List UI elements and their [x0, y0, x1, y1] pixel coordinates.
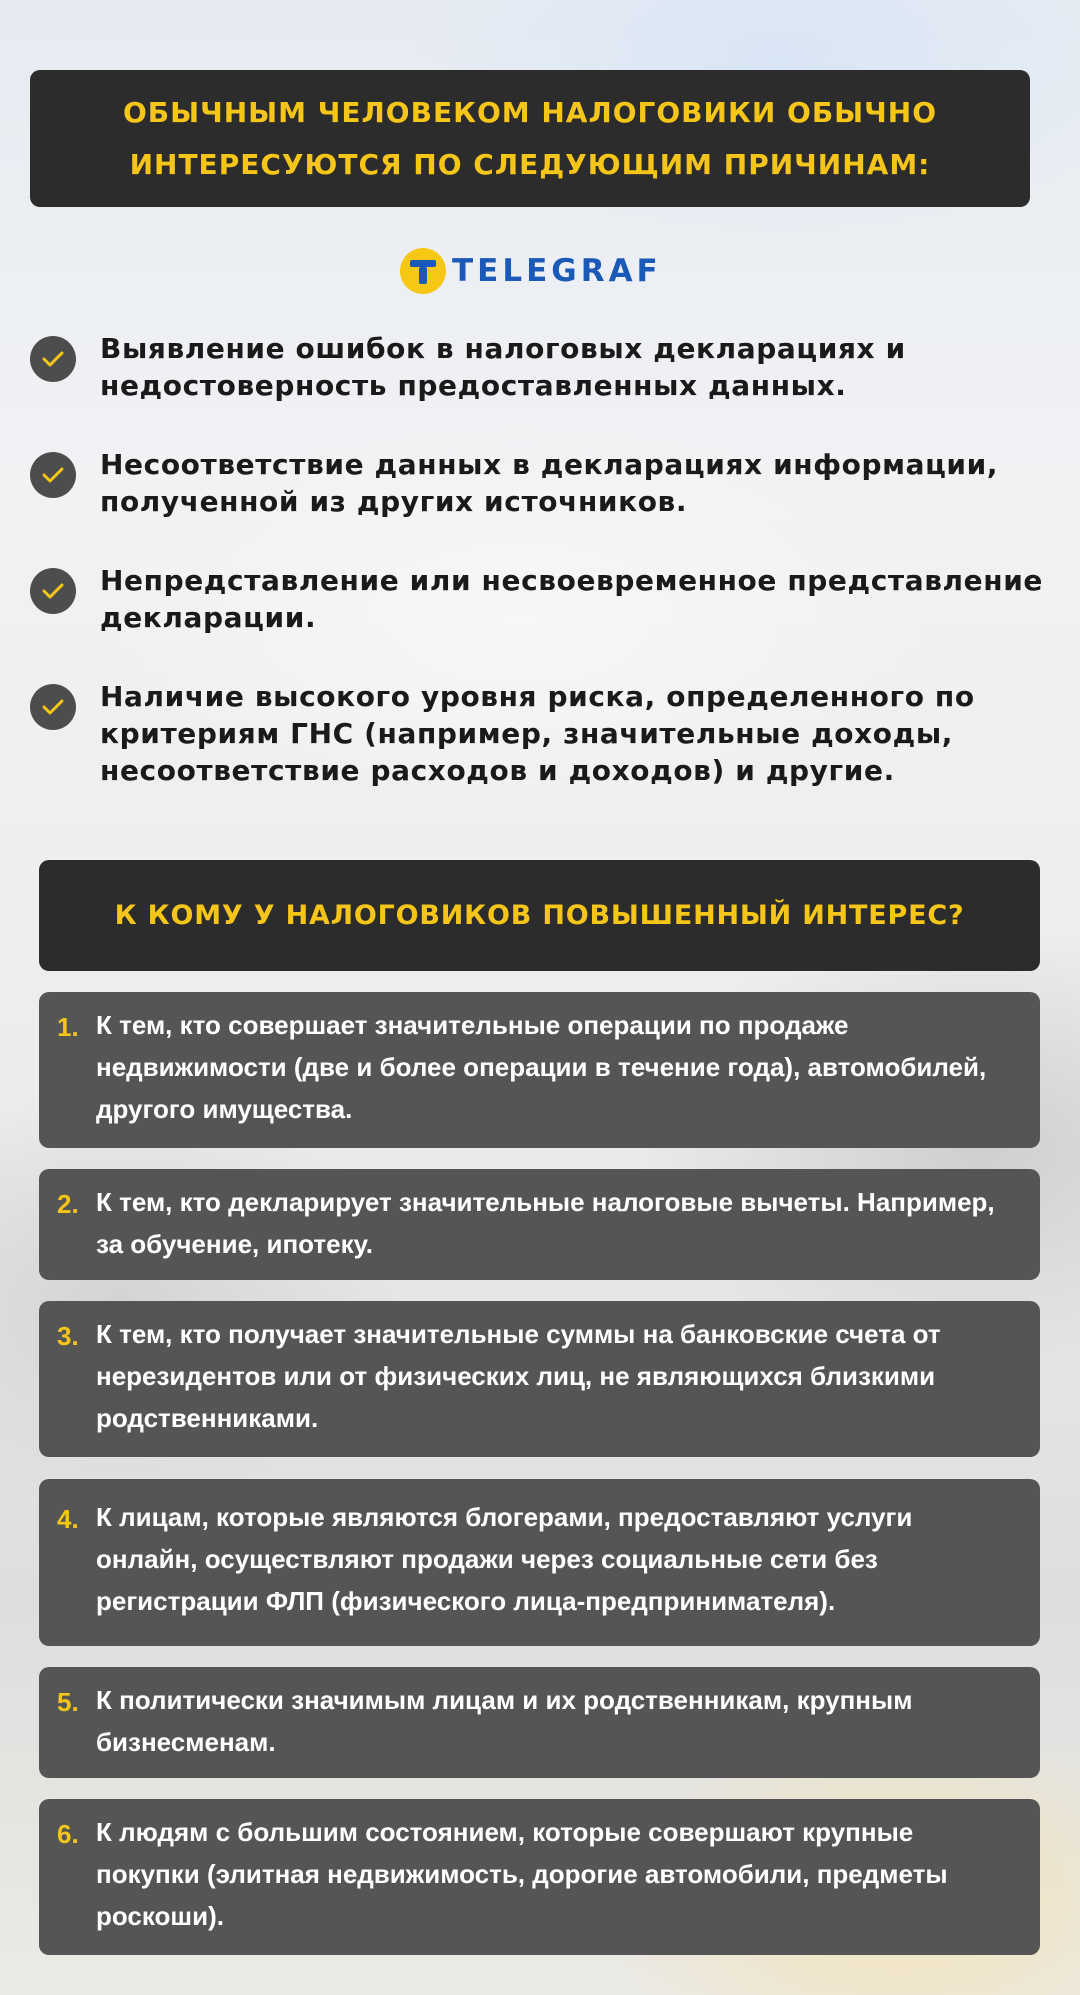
- group-text: К людям с большим состоянием, которые совершают крупные покупки (элитная недвижимость, дорогие автомобили, предметы роскоши).: [96, 1817, 948, 1931]
- group-text: К тем, кто получает значительные суммы на банковские счета от нерезидентов или от физических лиц, не являющихся близкими родственниками.: [96, 1319, 941, 1433]
- group-number: 2.: [57, 1189, 79, 1219]
- reason-text: Выявление ошибок в налоговых декларациях и недостоверность предоставленных данных.: [100, 332, 906, 402]
- group-card: [39, 1169, 1040, 1280]
- group-number: 4.: [57, 1504, 79, 1534]
- section-title: К КОМУ У НАЛОГОВИКОВ ПОВЫШЕННЫЙ ИНТЕРЕС?: [114, 900, 965, 931]
- group-number: 1.: [57, 1012, 79, 1042]
- group-text: К политически значимым лицам и их родственникам, крупным бизнесменам.: [96, 1685, 913, 1757]
- header-banner: [30, 70, 1030, 207]
- checkmark-icon: [30, 684, 76, 730]
- group-number: 6.: [57, 1819, 79, 1849]
- header-title: ОБЫЧНЫМ ЧЕЛОВЕКОМ НАЛОГОВИКИ ОБЫЧНО ИНТЕРЕСУЮТСЯ ПО СЛЕДУЮЩИМ ПРИЧИНАМ:: [122, 95, 938, 181]
- group-text: К лицам, которые являются блогерами, предоставляют услуги онлайн, осуществляют продажи через социальные сети без регистрации ФЛП (физического лица-предпринимателя).: [96, 1502, 913, 1616]
- group-number: 3.: [57, 1321, 79, 1351]
- checkmark-icon: [30, 568, 76, 614]
- group-text: К тем, кто декларирует значительные налоговые вычеты. Например, за обучение, ипотеку.: [96, 1187, 995, 1259]
- logo-brand-name: TELEGRAF: [452, 253, 662, 289]
- group-card: [39, 1799, 1040, 1955]
- group-card: [39, 1301, 1040, 1457]
- group-card: [39, 992, 1040, 1148]
- section-banner: [39, 860, 1040, 971]
- reason-text: Наличие высокого уровня риска, определенного по критериям ГНС (например, значительные доходы, несоответствие расходов и доходов) и другие.: [100, 680, 975, 787]
- group-text: К тем, кто совершает значительные операции по продаже недвижимости (две и более операции в течение года), автомобилей, другого имущества.: [96, 1010, 987, 1124]
- group-number: 5.: [57, 1687, 79, 1717]
- telegraf-logo: [400, 248, 662, 294]
- checkmark-icon: [30, 452, 76, 498]
- checkmark-icon: [30, 336, 76, 382]
- telegraf-logo-icon: [400, 248, 446, 294]
- reason-text: Несоответствие данных в декларациях информации, полученной из других источников.: [100, 448, 999, 518]
- reason-text: Непредставление или несвоевременное представление декларации.: [100, 564, 1044, 634]
- group-card: [39, 1667, 1040, 1778]
- group-card: [39, 1479, 1040, 1646]
